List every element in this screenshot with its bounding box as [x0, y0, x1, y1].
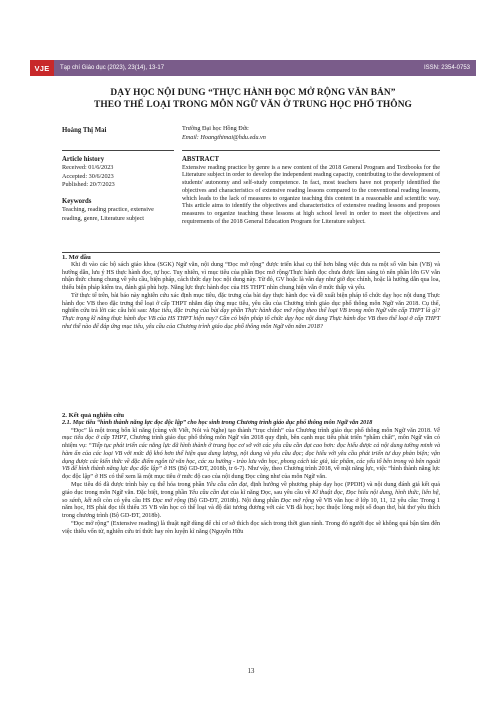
- text-run: Từ thực tế trên, bài báo này nghiên cứu xác định mục tiêu, đặc trưng của bài dạy thực hành đọc và đề xuất biện pháp tổ chức dạy học nội dung Thực hành đọc VB theo đặc trưng thể loại ở cấp THPT nhằm đáp ứng mục tiêu, yêu cầu của Chương trình giáo dục phổ thông môn Ngữ văn 2018. Cụ thể, nghiên cứu trả lời các câu hỏi sau:: [62, 292, 440, 315]
- abstract: [182, 156, 440, 248]
- paragraph: Khi đi vào các bộ sách giáo khoa (SGK) Ngữ văn, nội dung “Đọc mở rộng” được triển khai cụ thể hơn bằng việc đưa ra một số văn bản (VB) và hướng dẫn, lưu ý HS thực hành đọc, tự học. Tuy nhiên, vì mục tiêu của phần Đọc mở rộng/Thực hành đọc chưa được làm sáng tỏ nên phần lớn GV vẫn nhận thức chung chung về yêu cầu, biện pháp, cách thức dạy học nội dung này. Từ đó, GV hoặc là vẫn dạy như giờ đọc chính, hoặc là hướng dẫn qua loa, thiếu biện pháp kiểm tra, đánh giá phù hợp. Năng lực thực hành đọc của HS THPT nhìn chung hiện vẫn ở mức thấp và yếu.: [62, 261, 440, 292]
- paragraph: [62, 482, 440, 521]
- article-history-label: Article history: [62, 156, 105, 163]
- text-run: Kĩ thuật đọc, Đọc hiểu nội dung, hình thức, liên hệ, so sánh, kết nối: [62, 489, 440, 504]
- journal-header: [30, 60, 476, 76]
- author-affiliation: [182, 124, 266, 142]
- accepted-date: Accepted: 30/6/2023: [62, 172, 114, 180]
- abstract-label: ABSTRACT: [182, 156, 220, 163]
- text-run: , định hướng về phương pháp dạy học (PPDH) và nội dung đánh giá kết quả giáo dục trong môn Ngữ văn. Đặc biệt, trong phần: [62, 482, 440, 496]
- page-number: 13: [247, 668, 255, 675]
- paragraph: [62, 293, 440, 332]
- text-run: “Đọc” là một trong bốn kĩ năng (cùng với Viết, Nói và Nghe) tạo thành “trục chính” của Chương trình giáo dục phổ thông môn Ngữ văn 2018.: [71, 427, 434, 434]
- section-heading: 2. Kết quả nghiên cứu: [62, 412, 125, 419]
- keywords-label: Keywords: [62, 198, 92, 206]
- text-run: ở HS (Bộ GD-ĐT, 2018b, tr 6-7). Như vậy, theo Chương trình 2018, về mặt năng lực, việc “hình thành năng lực đọc độc lập” ở HS có thể xem là một mục tiêu ở mức độ cao của nội dung Đọc cũng như của môn Ngữ văn.: [62, 466, 440, 481]
- text-run: Đọc mở rộng: [280, 497, 315, 504]
- article-title-line-1: DẠY HỌC NỘI DUNG “THỰC HÀNH ĐỌC MỞ RỘNG VĂN BẢN”: [110, 88, 396, 98]
- quotation: “Tiếp tục phát triển các năng lực đã hình thành ở trung học cơ sở với các yêu cầu cần đạt cao hơn: đọc hiểu được cả nội dung tường minh và hàm ẩn của các loại VB với mức độ khó hơn thể hiện qua dung lượng, nội dung và yêu cầu đọc; đọc hiểu với yêu cầu phát triển tư duy phản biện; vận dụng được các kiến thức về đặc điểm ngôn từ văn học, các xu hướng - trào lưu văn học, phong cách tác giả, tác phẩm, các yếu tố bên trong và bên ngoài VB để hình thành năng lực đọc độc lập”: [62, 443, 441, 473]
- issn: ISSN: 2354-0753: [423, 65, 470, 71]
- text-run: Đọc mở rộng: [152, 497, 186, 504]
- section-results: [62, 412, 440, 537]
- journal-logo: VJE: [30, 60, 54, 76]
- affiliation-org: Trường Đại học Hồng Đức: [182, 125, 249, 132]
- paragraph: “Đọc mở rộng” (Extensive reading) là thuật ngữ dùng để chỉ cơ sở thích đọc sách trong thời gian rảnh. Trong đó người đọc sẽ không quá bận tâm đến việc thiếu vốn từ, nghiên cứu trí thức hay rèn luyện kĩ năng (Nguyễn Hữu: [62, 520, 440, 535]
- published-date: Published: 20/7/2023: [62, 180, 115, 188]
- text-run: (Bộ GD-ĐT, 2018b). Nội dung phần: [185, 497, 281, 504]
- section-heading: 1. Mở đầu: [62, 254, 91, 261]
- subsection-heading: 2.1. Mục tiêu “hình thành năng lực đọc độc lập” cho học sinh trong Chương trình giáo dục phổ thông môn Ngữ văn 2018: [62, 419, 373, 426]
- text-run: Yêu cầu cần đạt: [188, 489, 229, 496]
- section-introduction: [62, 254, 440, 332]
- abstract-text: Extensive reading practice by genre is a new content of the 2018 General Program and Textbooks for the Literature subject in order to develop the independent reading capacity, contributing to the development of students' autonomy and self-study competence. In fact, most teachers have not properly identified the objectives and characteristics of extensive reading lessons compared to the conventional reading lessons, which leads to the lack of measures to organize teaching this content in a reasonable and scientific way. This article aims to identify the objectives and characteristics of extensive reading lessons and proposes measures to organize teaching these lessons at high school level in order to meet the objectives and requirements of the 2018 General Education Program for Literature subject.: [182, 164, 440, 225]
- divider: [62, 150, 174, 151]
- divider: [182, 150, 440, 151]
- author-email: Email: Hoangthimai@hdu.edu.vn: [182, 134, 266, 141]
- text-run: của kĩ năng Đọc, sau yêu cầu về: [228, 489, 313, 496]
- journal-citation: Tạp chí Giáo dục (2023), 23(14), 13-17: [60, 65, 165, 71]
- paragraph: [62, 428, 440, 482]
- divider: [62, 252, 440, 253]
- author-name: Hoàng Thị Mai: [62, 127, 107, 134]
- text-run: Yêu cầu cần đạt: [206, 482, 247, 489]
- text-run: , Chương trình giáo dục phổ thông môn Ngữ văn 2018 quy định, bên cạnh mục tiêu phát triển “phẩm chất”, môn Ngữ văn có nhiệm vụ:: [62, 435, 441, 450]
- text-run: Mục tiêu đó đã được trình bày cụ thể hóa trong phần: [71, 482, 207, 489]
- text-run: Về mục tiêu đọc ở cấp THPT: [62, 427, 440, 442]
- text-run: về VB văn học ở lớp 10, 11, 12 yêu cầu: Trong 1 năm học, HS phải đọc tối thiểu 35 VB văn học có thể loại và độ dài tương đương với các VB đã học; học thuộc lòng một số đoạn thơ, bài thơ yêu thích trong chương trình (Bộ GD-ĐT, 2018b).: [62, 497, 440, 520]
- received-date: Received: 01/6/2023: [62, 164, 114, 172]
- text-run: còn có yêu cầu HS: [101, 497, 153, 504]
- article-meta: [62, 156, 174, 223]
- article-title-line-2: THEO THỂ LOẠI TRONG MÔN NGỮ VĂN Ở TRUNG HỌC PHỔ THÔNG: [94, 100, 412, 110]
- research-questions: Mục tiêu, đặc trưng của bài dạy phần Thực hành đọc mở rộng theo thể loại VB trong môn Ngữ văn cấp THPT là gì? Thực trạng kĩ năng thực hành đọc VB của HS THPT hiện nay? Cần có biện pháp tổ chức dạy học nội dung Thực hành đọc VB theo thể loại ở cấp THPT như thế nào để đáp ứng mục tiêu, yêu cầu của Chương trình giáo dục phổ thông môn Ngữ văn năm 2018?: [62, 308, 440, 331]
- keywords-text: Teaching, reading practice, extensive reading, genre, Literature subject: [62, 206, 154, 222]
